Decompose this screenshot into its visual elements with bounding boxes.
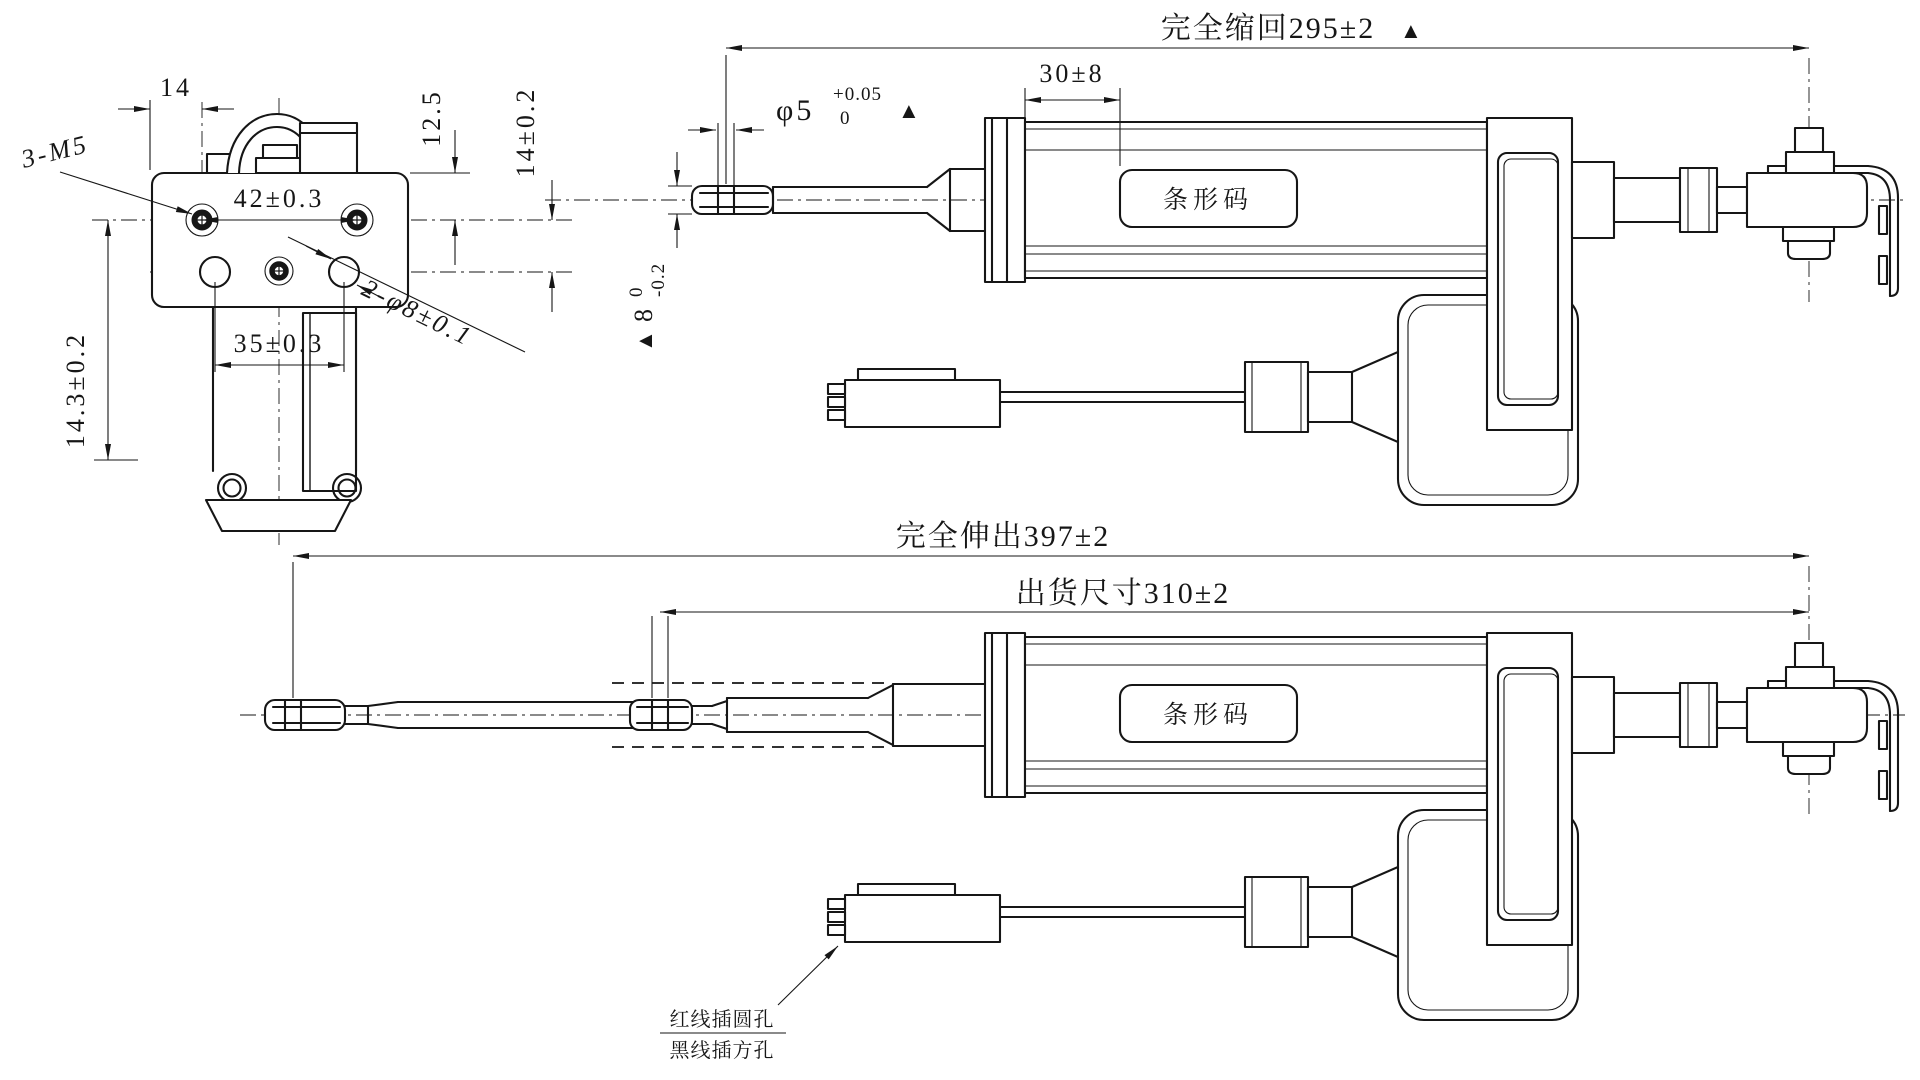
dim-left-height: 14.3±0.2 <box>61 331 90 449</box>
rear-tower-bracket <box>1487 118 1572 430</box>
rod-end-tol-upper: 0 <box>626 286 647 297</box>
rear-pin-boss-extended <box>1747 688 1867 742</box>
wire-note-line1: 红线插圆孔 <box>669 1009 775 1031</box>
wire-note-line2: 黑线插方孔 <box>669 1040 775 1062</box>
label-pin-holes: 2-φ8±0.1 <box>357 273 478 352</box>
dim-shipping-size: 出货尺寸310±2 <box>1015 577 1231 610</box>
front-gland <box>985 118 1025 282</box>
barcode-text-extended: 条形码 <box>1162 702 1254 729</box>
dim-shaft-dia-tol-upper: +0.05 <box>833 84 882 105</box>
rod-end-flag-icon: ▲ <box>632 330 657 352</box>
barcode-label <box>1120 170 1297 227</box>
dim-screw-pitch: 42±0.3 <box>233 184 325 213</box>
retracted-flag-icon: ▲ <box>1400 18 1422 43</box>
dim-hole-pitch: 35±0.3 <box>233 329 325 358</box>
dim-right-lower: 14±0.2 <box>511 86 540 178</box>
barcode-label-extended <box>1120 685 1297 742</box>
dim-right-upper: 12.5 <box>417 89 446 147</box>
dim-shaft-dia-tol-lower: 0 <box>840 108 851 129</box>
dim-top-width: 14 <box>160 73 192 102</box>
dim-shaft-dia: φ5 <box>776 94 815 127</box>
front-gland-extended <box>985 633 1025 797</box>
dim-extended-length: 完全伸出397±2 <box>895 520 1111 553</box>
barcode-text: 条形码 <box>1162 187 1254 214</box>
rod-end-tol-lower: -0.2 <box>648 262 669 297</box>
dim-retracted-length: 完全缩回295±2 <box>1160 12 1376 45</box>
label-thread-holes: 3-M5 <box>18 129 92 174</box>
shaft-dia-flag-icon: ▲ <box>898 98 920 123</box>
dim-barcode-pos: 30±8 <box>1039 59 1105 88</box>
dim-rod-end-height: 8 <box>629 306 658 322</box>
rear-pin-boss <box>1747 173 1867 227</box>
rear-tower-bracket-extended <box>1487 633 1572 945</box>
